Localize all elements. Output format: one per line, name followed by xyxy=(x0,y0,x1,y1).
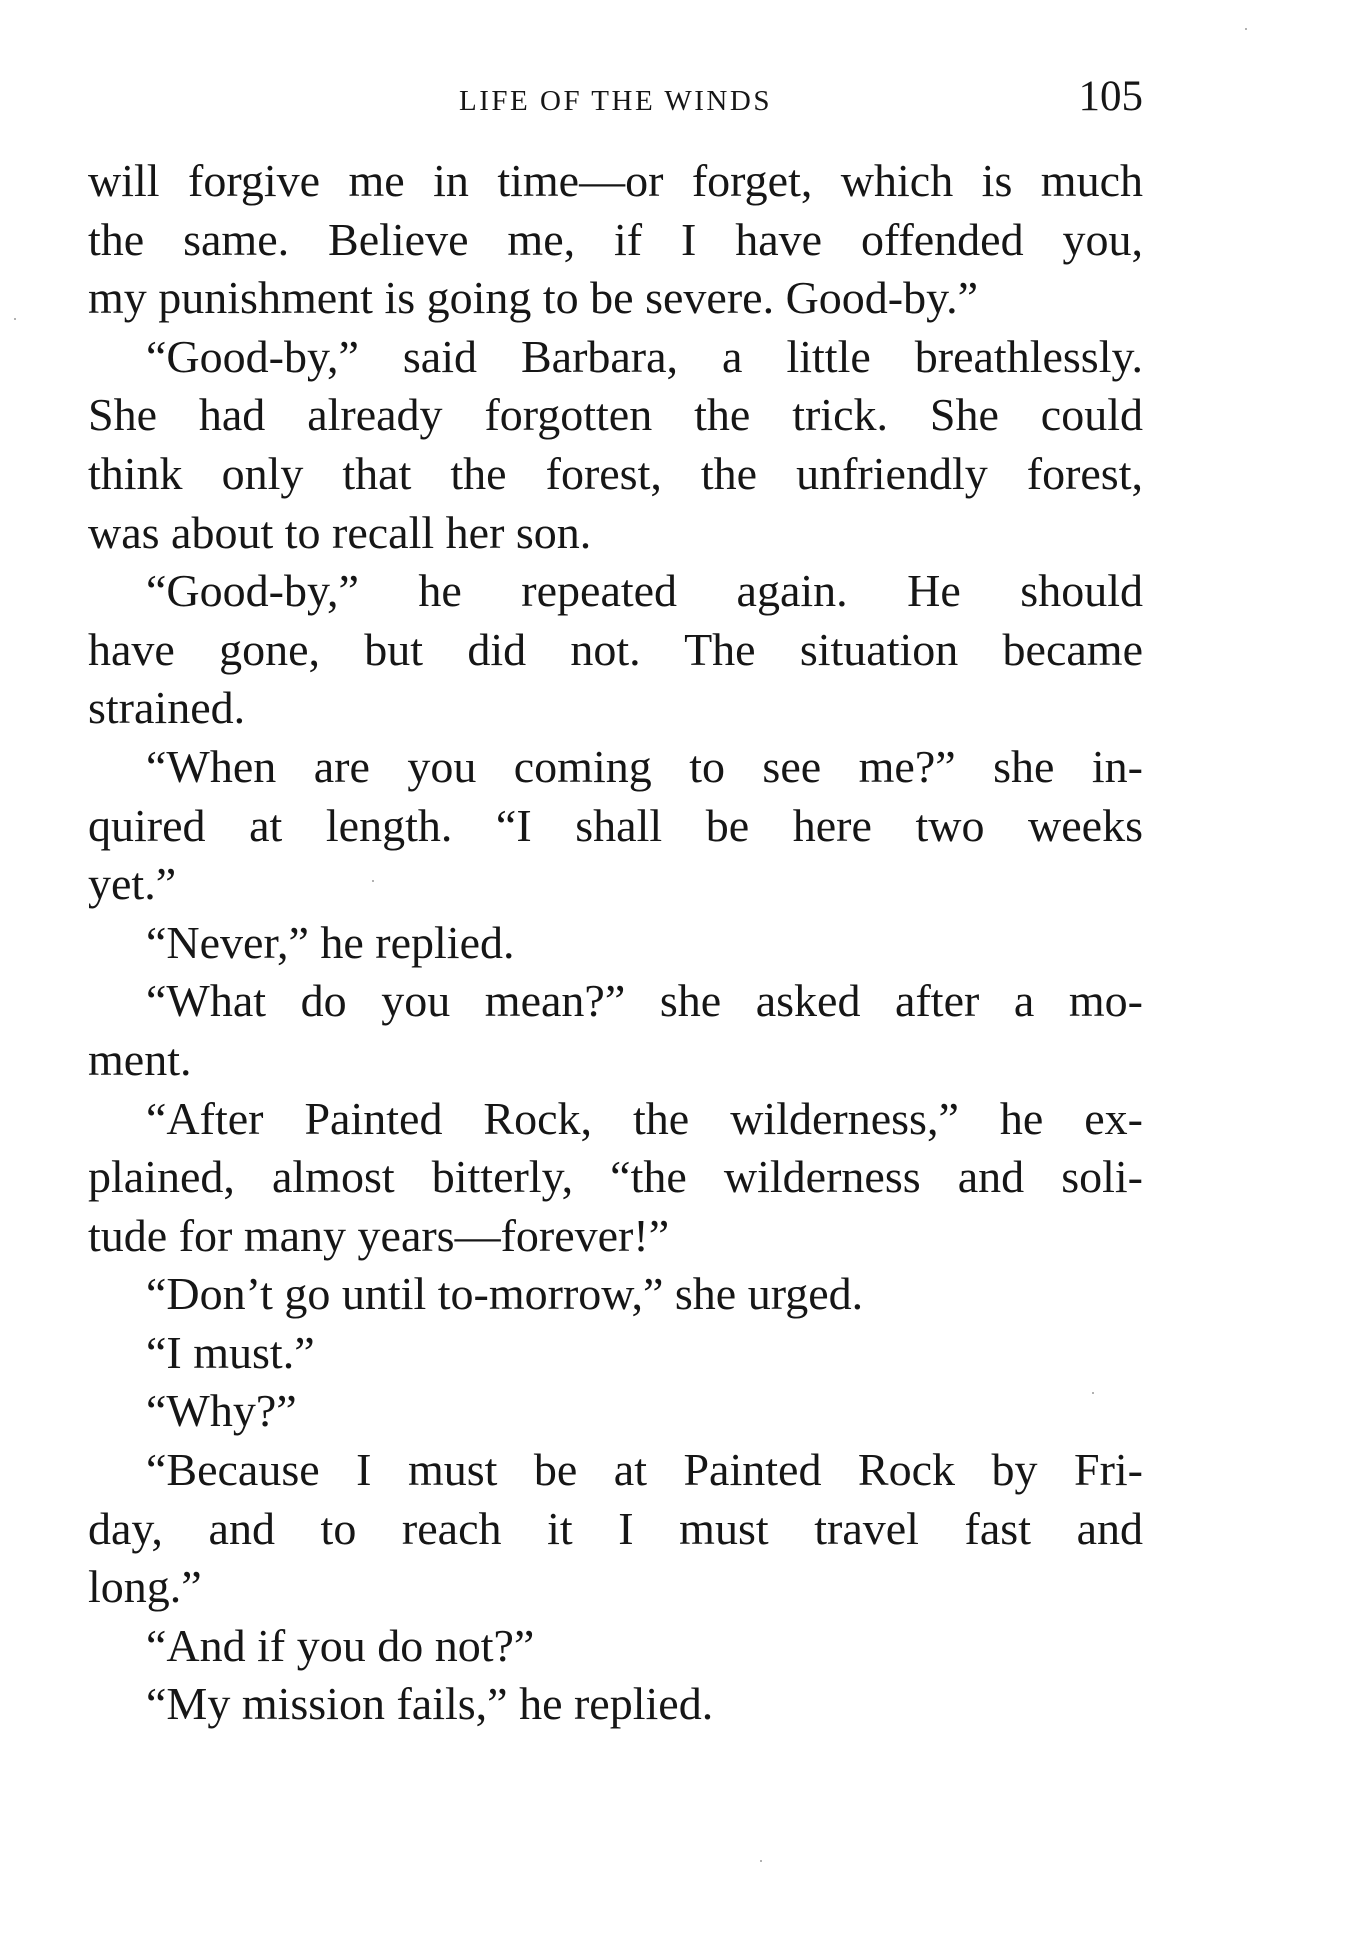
paper-speck xyxy=(1245,28,1247,30)
text-line: “Never,” he replied. xyxy=(146,916,515,968)
text-line: think only that the forest, the unfriendly forest, xyxy=(88,447,1143,499)
text-line: “My mission fails,” he replied. xyxy=(146,1678,714,1730)
paper-speck xyxy=(372,880,374,882)
text-line: will forgive me in time—or forget, which is much xyxy=(88,155,1143,206)
text-line: “What do you mean?” she asked after a mo- xyxy=(146,975,1143,1027)
text-line: “And if you do not?” xyxy=(146,1619,535,1671)
text-line: “After Painted Rock, the wilderness,” he ex- xyxy=(146,1092,1143,1144)
text-line: “Why?” xyxy=(146,1385,297,1437)
body-text xyxy=(88,152,1143,1734)
text-line: the same. Believe me, if I have offended you, xyxy=(88,213,1143,265)
paper-speck xyxy=(14,318,16,320)
text-line: yet.” xyxy=(88,858,177,910)
text-line: “Don’t go until to-morrow,” she urged. xyxy=(146,1268,864,1320)
text-line: “Because I must be at Painted Rock by Fri- xyxy=(146,1444,1143,1496)
text-line: “When are you coming to see me?” she in- xyxy=(146,740,1143,792)
text-line: ment. xyxy=(88,1033,192,1085)
text-line: “I must.” xyxy=(146,1326,315,1378)
text-line: “Good-by,” he repeated again. He should xyxy=(146,565,1143,617)
running-title xyxy=(88,82,1143,118)
text-line: “Good-by,” said Barbara, a little breathlessly. xyxy=(146,330,1143,382)
text-line: day, and to reach it I must travel fast and xyxy=(88,1502,1143,1554)
page-number: 105 xyxy=(1078,73,1143,120)
paper-speck xyxy=(1092,1392,1094,1394)
running-title-text: LIFE OF THE WINDS xyxy=(459,85,772,117)
text-line: long.” xyxy=(88,1561,202,1613)
text-line: was about to recall her son. xyxy=(88,506,592,558)
text-line: She had already forgotten the trick. She could xyxy=(88,389,1143,441)
text-line: plained, almost bitterly, “the wilderness and soli- xyxy=(88,1151,1143,1203)
text-line: tude for many years—forever!” xyxy=(88,1209,670,1261)
text-line: my punishment is going to be severe. Good-by.” xyxy=(88,272,979,324)
page-header xyxy=(88,72,1143,126)
text-line: strained. xyxy=(88,682,246,734)
text-line: quired at length. “I shall be here two weeks xyxy=(88,799,1143,851)
paper-speck xyxy=(760,1860,762,1862)
text-line: have gone, but did not. The situation became xyxy=(88,623,1143,675)
